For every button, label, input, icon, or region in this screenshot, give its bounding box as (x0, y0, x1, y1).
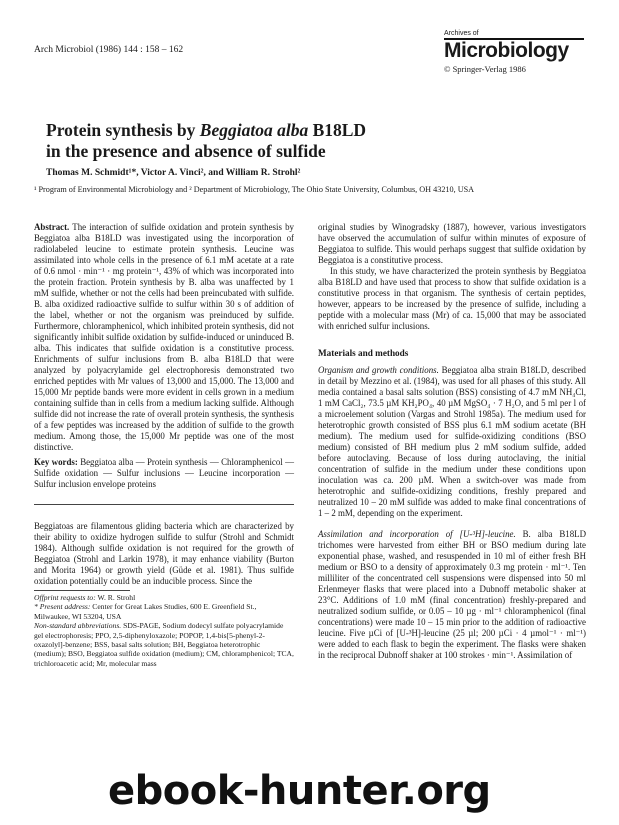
watermark: ebook-hunter.org (108, 768, 491, 814)
intro-paragraph: Beggiatoas are filamentous gliding bacteria which are characterized by their ability to oxidize hydrogen sulfide to sulfur (Strohl and Schmidt 1984). Although sulfide oxidation is not required for the growth of Beggiatoa (Strohl and Larkin 1978), it may enhance viability (Burton and Morita 1964) or growth yield (Güde et al. 1981). Thus sulfide oxidation potentially could be an inducible process. Since the (34, 521, 294, 586)
intro-continued: original studies by Winogradsky (1887), however, various investigators have observed the accumulation of sulfur within minutes of exposure of Beggiatoa to sulfide. This would perhaps suggest that sulfide oxidation by Beggiatoa is a constitutive process. (318, 222, 586, 265)
assimilation-text: B. alba B18LD trichomes were harvested from either BH or BSO medium during late exponential phase, washed, and resuspended in 10 ml of either fresh BH medium or BSO to a density of approximately 0.3 mg protein · ml⁻¹. Ten milliliter of the concentrated cell suspensions were dispensed into 50 ml Erlenmeyer flasks that were placed into a Dubnoff metabolic shaker at 23°C. Additions of 1.0 mM (final concentration) freshly-prepared and neutralized sodium sulfide, or 0.05 – 10 µg · ml⁻¹ chloramphenicol (final concentrations) were made 10 – 15 min prior to the addition of radioactive leucine. Five µCi of [U-³H]-leucine (25 µl; 200 µCi · 4 µmol⁻¹ · ml⁻¹) were added to each flask to begin the experiment. The flasks were shaken in the reciprocal Dubnoff shaker at 100 strokes · min⁻¹. Assimilation of (318, 529, 587, 660)
methods-heading: Materials and methods (318, 348, 409, 358)
offprint-note (34, 593, 294, 602)
title-part-a: Protein synthesis by (46, 120, 200, 140)
journal-citation: Arch Microbiol (1986) 144 : 158 – 162 (34, 45, 184, 55)
organism-paragraph (318, 365, 586, 519)
title-species: Beggiatoa alba (199, 120, 309, 140)
author-list: Thomas M. Schmidt¹*, Victor A. Vinci², and William R. Strohl² (46, 168, 301, 178)
journal-prefix: Archives of (444, 30, 479, 37)
keywords-label: Key words: (34, 457, 78, 467)
keywords-paragraph (34, 457, 294, 490)
keywords-text: Beggiatoa alba — Protein synthesis — Chloramphenicol — Sulfide oxidation — Sulfur inclusions — Leucine incorporation — Sulfur inclusion envelope proteins (34, 457, 295, 489)
footnote-divider (34, 590, 130, 591)
left-column (34, 222, 294, 668)
journal-logo: Microbiology (444, 38, 584, 61)
assimilation-paragraph (318, 529, 586, 661)
publisher-copyright: © Springer-Verlag 1986 (444, 64, 526, 74)
right-column (318, 222, 586, 661)
organism-label: Organism and growth conditions. (318, 365, 439, 375)
journal-masthead (444, 30, 584, 74)
footnotes (34, 593, 294, 668)
organism-text: Beggiatoa alba strain B18LD, described in detail by Mezzino et al. (1984), was used for all phases of this study. All media contained a basal salts solution (BSS) consisting of 4.7 mM NH₄Cl, 1 mM CaCl₂, 73.5 µM KH₂PO₄, 40 µM MgSO₄ · 7 H₂O, and 5 ml per l of a microelement solution (Vargas and Strohl 1985a). The medium used for heterotrophic growth consisted of BSS plus 6.1 mM sodium acetate (BH medium). The medium used for sulfide-oxidizing conditions (BSO medium) consisted of BH medium plus 2 mM sodium sulfide, added before autoclaving. Because of loss during autoclaving, the initial concentration of sulfide in the medium under these conditions upon inoculation was ca. 200 µM. When a switch-over was made from heterotrophic and sulfide-oxidizing conditions, freshly prepared and neutralized 10 – 20 mM sulfide was added to make final concentrations of 1 – 2 mM, depending on the experiment. (318, 365, 586, 518)
title-part-c: B18LD (308, 120, 367, 140)
present-address-note (34, 602, 294, 621)
abbreviations-text: SDS-PAGE, Sodium dodecyl sulfate polyacrylamide gel electrophoresis; PPO, 2,5-diphenyloxazole; POPOP, 1,4-bis[5-phenyl-2-oxazolyl]-benzene; BSS, basal salts solution; BH, Beggiatoa heterotrophic (medium); BSO, Beggiatoa sulfide oxidation (medium); CM, chloramphenicol; TCA, trichloroacetic acid; Mr, molecular mass (34, 621, 294, 668)
abstract-label: Abstract. (34, 222, 70, 232)
abstract-paragraph (34, 222, 294, 453)
abbreviations-label: Non-standard abbreviations. (34, 621, 122, 631)
title-line-2: in the presence and absence of sulfide (46, 141, 326, 161)
article-title (46, 120, 586, 162)
present-address-text: Center for Great Lakes Studies, 600 E. Greenfield St., Milwaukee, WI 53204, USA (34, 602, 257, 621)
assimilation-label: Assimilation and incorporation of [U-³H]-leucine. (318, 529, 516, 539)
present-address-label: * Present address: (34, 602, 91, 612)
offprint-label: Offprint requests to: (34, 593, 96, 602)
intro-paragraph-2: In this study, we have characterized the protein synthesis by Beggiatoa alba B18LD and have used that process to show that sulfide oxidation is a constitutive process in that organism. The synthesis of certain peptides, however, appears to be increased by the presence of sulfide, including a peptide with a molecular mass (Mr) of ca. 15,000 that may be associated with enriched sulfur inclusions. (318, 266, 586, 331)
offprint-name: W. R. Strohl (97, 593, 136, 602)
abbreviations-note (34, 621, 294, 668)
abstract-divider (34, 504, 294, 505)
author-affiliation: ¹ Program of Environmental Microbiology and ² Department of Microbiology, The Ohio State University, Columbus, OH 43210, USA (34, 185, 475, 194)
abstract-text: The interaction of sulfide oxidation and protein synthesis by Beggiatoa alba B18LD was investigated using the incorporation of radiolabeled leucine to estimate protein synthesis. Leucine was assimilated into whole cells in the presence of 6.1 mM acetate at a rate of 0.6 nmol · min⁻¹ · mg protein⁻¹, 43% of which was incorporated into the protein fraction. Protein synthesis by B. alba was unaffected by 1 mM sulfide, whether or not the cells had been preincubated with sulfide. B. alba oxidized radioactive sulfide to sulfur within 30 s of addition of the label, whether or not the organism was preinduced by sulfide. Furthermore, chloramphenicol, which inhibited protein synthesis, did not significantly inhibit sulfide oxidation by sulfide-induced or uninduced B. alba. This indicates that sulfide oxidation is a constitutive process. Enrichments of sulfur inclusions from B. alba B18LD that were analyzed by polyacrylamide gel electrophoresis demonstrated two enriched peptides with Mr values of 13,000 and 15,000. The 13,000 and 15,000 Mr peptide bands were more evident in cells grown in a medium containing sulfide than in cells from a medium lacking sulfide. Although sulfide did not increase the rate of overall protein synthesis, the synthesis of a few peptides was increased by the addition of sulfide to the growth medium. Among those, the 15,000 Mr peptide was one of the most distinctive. (34, 222, 294, 452)
